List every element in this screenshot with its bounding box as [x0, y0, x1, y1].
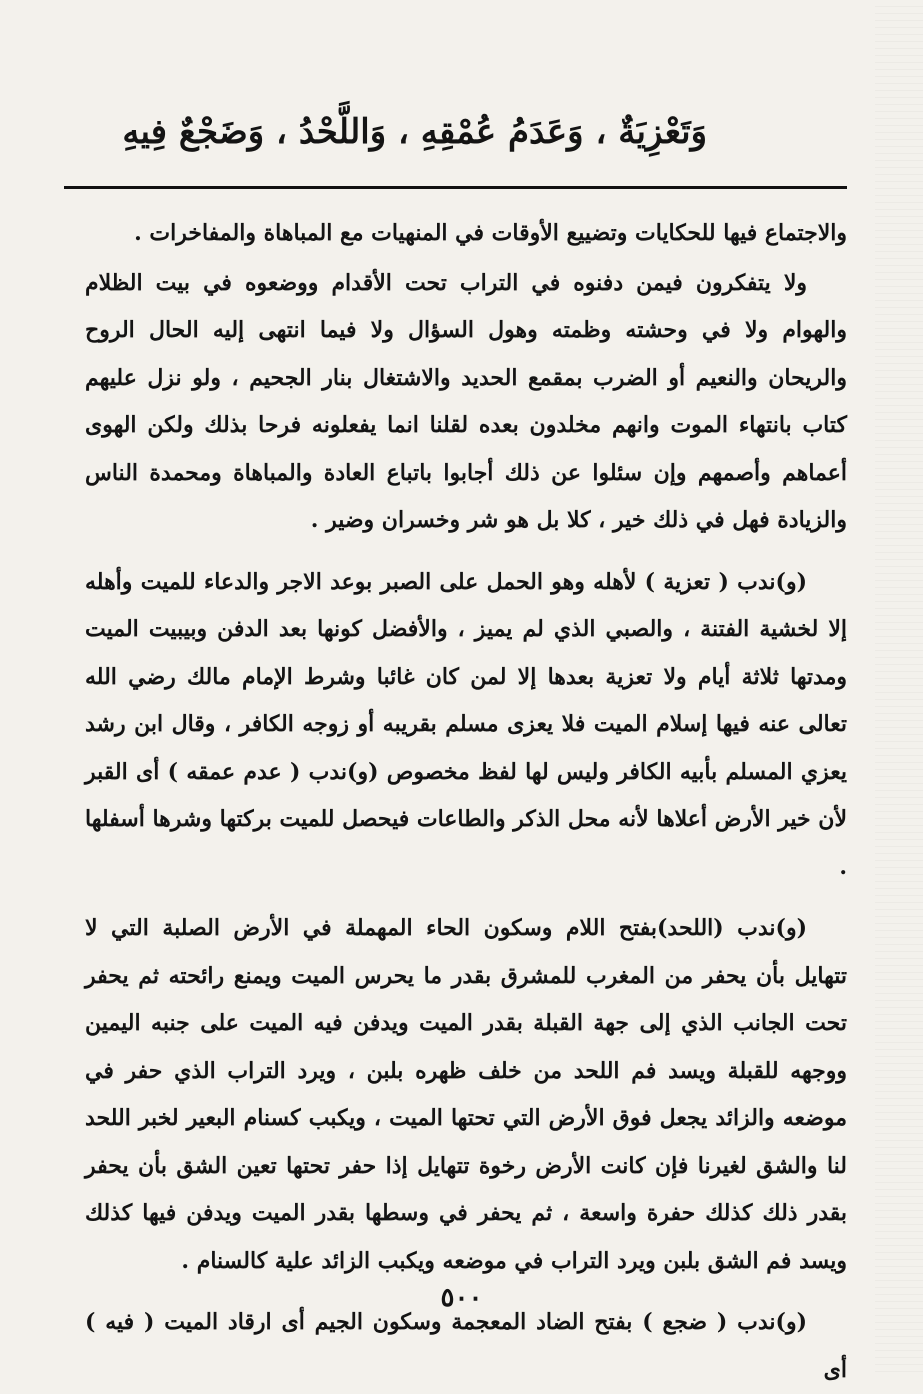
paragraph-gap — [85, 545, 847, 559]
paragraph-5: (و)ندب ( ضجع ) بفتح الضاد المعجمة وسكون الجيم أى ارقاد الميت ( فيه ) أى — [85, 1309, 847, 1383]
paragraph-3: (و)ندب ( تعزية ) لأهله وهو الحمل على الصبر بوعد الاجر والدعاء للميت وأهله إلا لخشية الفتنة ، والصبي الذي لم يميز ، والأفضل كونها بعد الدفن وبيبيت الميت ومدتها ثلاثة أيام ولا تعزية بعدها إلا لمن كان غائبا وشرط الإمام مالك رضي الله تعالى عنه فيها إسلام الميت فلا يعزى مسلم بقريبه أو زوجه الكافر ، وقال ابن رشد يعزي المسلم بأبيه الكافر وليس لها لفظ مخصوص (و)ندب ( عدم عمقه ) أى القبر لأن خير الأرض أعلاها لأنه محل الذكر والطاعات فيحصل للميت بركتها وشرها أسفلها . — [85, 568, 847, 880]
paragraph-4: (و)ندب (اللحد)بفتح اللام وسكون الحاء المهملة في الأرض الصلبة التي لا تتهايل بأن يحفر من المغرب للمشرق بقدر ما يحرس الميت ويمنع رائحته ثم يحفر تحت الجانب الذي إلى جهة القبلة بقدر الميت ويدفن فيه الميت على جنبه اليمين ووجهه للقبلة ويسد فم اللحد من خلف ظهره بلبن ، ويرد التراب الذي حفر في موضعه والزائد يجعل فوق الأرض التي تحتها الميت ، ويكبب كسنام البعير لخبر اللحد لنا والشق لغيرنا فإن كانت الأرض رخوة تتهايل إذا حفر تحتها تعين الشق بأن يحفر بقدر ذلك كذلك حفرة واسعة ، ثم يحفر في وسطها بقدر الميت ويدفن فيها كذلك ويسد فم الشق بلبن ويرد التراب في موضعه ويكبب الزائد علية كالسنام . — [85, 915, 847, 1274]
body-text — [85, 210, 847, 1394]
heading-divider — [64, 186, 847, 189]
scan-edge-noise — [875, 0, 923, 1374]
page-heading: وَتَعْزِيَةٌ ، وَعَدَمُ عُمْقِهِ ، وَاللَّحْدُ ، وَضَجْعٌ فِيهِ — [122, 112, 707, 152]
paragraph-2: ولا يتفكرون فيمن دفنوه في التراب تحت الأقدام ووضعوه في بيت الظلام والهوام ولا في وحشته وظمته وهول السؤال ولا فيما انتهى إليه الحال الروح والريحان والنعيم أو الضرب بمقمع الحديد والاشتغال بنار الجحيم ، ولو نزل عليهم كتاب بانتهاء الموت وانهم مخلدون بعده لقلنا انما يفعلونه فرحا بذلك ولكن الهوى أعماهم وأصمهم وإن سئلوا عن ذلك أجابوا باتباع العادة والمباهاة ومحمدة الناس والزيادة فهل في ذلك خير ، كلا بل هو شر وخسران وضير . — [85, 269, 847, 533]
page-number: ٥٠٠ — [440, 1283, 483, 1313]
paragraph-1: والاجتماع فيها للحكايات وتضييع الأوقات في المنهيات مع المباهاة والمفاخرات . — [134, 220, 847, 246]
paragraph-gap — [85, 891, 847, 905]
